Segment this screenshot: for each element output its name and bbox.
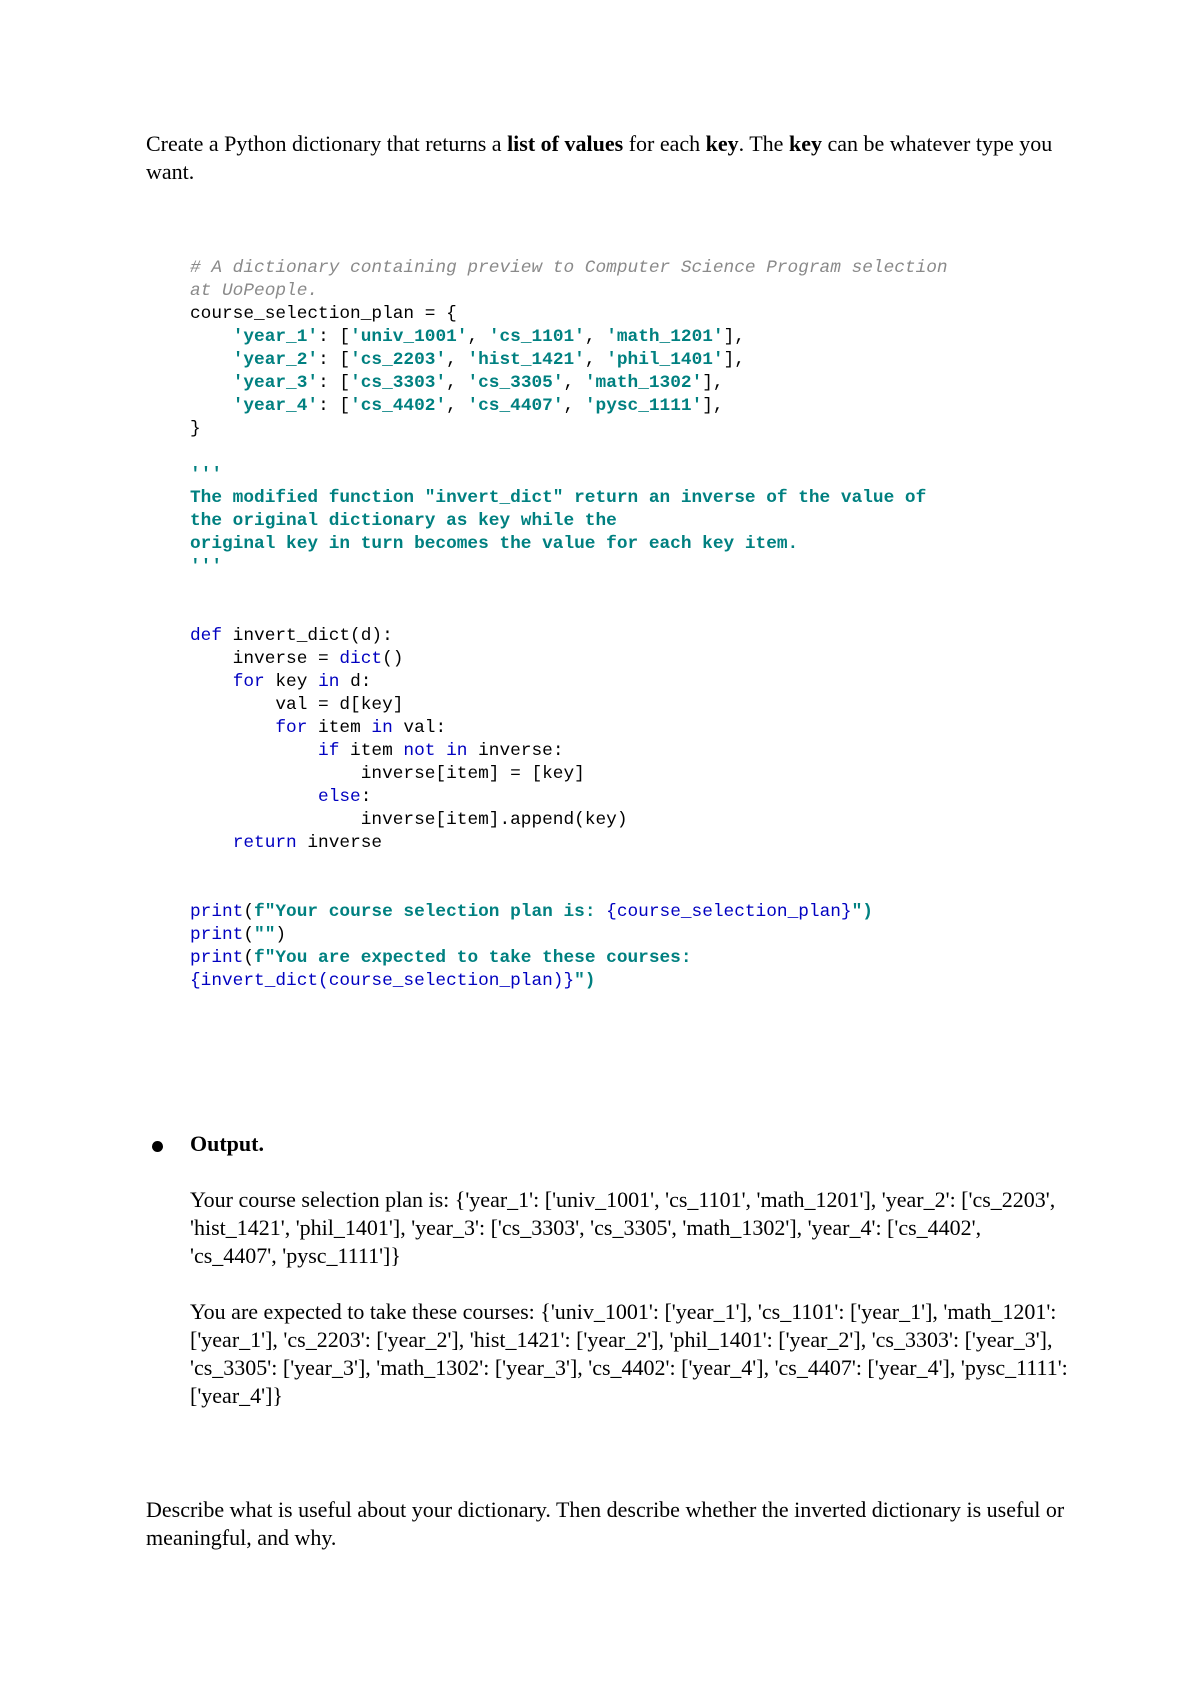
output-line-inverted: You are expected to take these courses: {'univ_1001': ['year_1'], 'cs_1101': ['year_1'], 'math_1201': ['year_1'], 'cs_2203': ['year_2'], 'hist_1421': ['year_2'], 'phil_1401': ['year_2'], 'cs_3303': ['year_3'], 'cs_3305': ['year_3'], 'math_1302': ['year_3'], 'cs_4402': ['year_4'], 'cs_4407': ['year_4'], 'pysc_1111': ['year_4']} [190,1299,1068,1408]
closing-paragraph: Describe what is useful about your dictionary. Then describe whether the inverted dictionary is useful or meaningful, and why. [146,1497,1065,1550]
code-docstring-block [190,464,1090,579]
code-print-block [190,901,1090,993]
code-line: 'year_3': ['cs_3303', 'cs_3305', 'math_1302'], [232,373,724,393]
output-heading: Output. [190,1131,264,1156]
code-line: inverse[item] = [key] [232,764,585,784]
intro-text: can be whatever type you want. [146,131,1053,184]
code-line: inverse[item].append(key) [232,810,628,830]
code-line: print(f"Your course selection plan is: {course_selection_plan}") [190,902,873,922]
code-line: print("") [190,925,287,945]
intro-text: . The [738,131,789,156]
code-line: def invert_dict(d): [190,626,393,646]
intro-paragraph [146,130,1076,186]
docstring-text: The modified function "invert_dict" return an inverse of the value of the original dictionary as key while the original key in turn becomes the value for each key item. [190,488,927,554]
code-line: inverse = dict() [190,649,404,669]
code-line: } [190,419,201,439]
output-line-plan: Your course selection plan is: {'year_1': ['univ_1001', 'cs_1101', 'math_1201'], 'year_2': ['cs_2203', 'hist_1421', 'phil_1401'], 'year_3': ['cs_3303', 'cs_3305', 'math_1302'], 'year_4': ['cs_4402', 'cs_4407', 'pysc_1111']} [190,1187,1056,1268]
code-line: 'year_4': ['cs_4402', 'cs_4407', 'pysc_1111'], [232,396,724,416]
docstring-quotes: ''' [190,465,223,485]
code-comment: # A dictionary containing preview to Computer Science Program selection at UoPeople. [190,258,948,301]
code-function-block [190,625,1090,855]
code-line: for key in d: [232,672,372,692]
bullet-icon [152,1141,163,1152]
code-line: print(f"You are expected to take these courses: [190,948,692,968]
code-line: 'year_2': ['cs_2203', 'hist_1421', 'phil_1401'], [232,350,745,370]
intro-text: for each [623,131,706,156]
code-line: val = d[key] [190,695,404,715]
code-line: course_selection_plan = { [190,304,457,324]
code-line: for item in val: [275,718,447,738]
code-line: if item not in inverse: [318,741,564,761]
code-dictionary-block [190,257,1090,441]
code-line: 'year_1': ['univ_1001', 'cs_1101', 'math_1201'], [232,327,745,347]
code-line: {invert_dict(course_selection_plan)}") [190,971,596,991]
intro-text: Create a Python dictionary that returns a [146,131,508,156]
docstring-quotes: ''' [190,557,223,577]
code-line: return inverse [232,833,383,853]
intro-bold: key [705,131,739,156]
intro-bold: list of values [507,131,624,156]
intro-bold: key [788,131,822,156]
code-line: else: [318,787,372,807]
